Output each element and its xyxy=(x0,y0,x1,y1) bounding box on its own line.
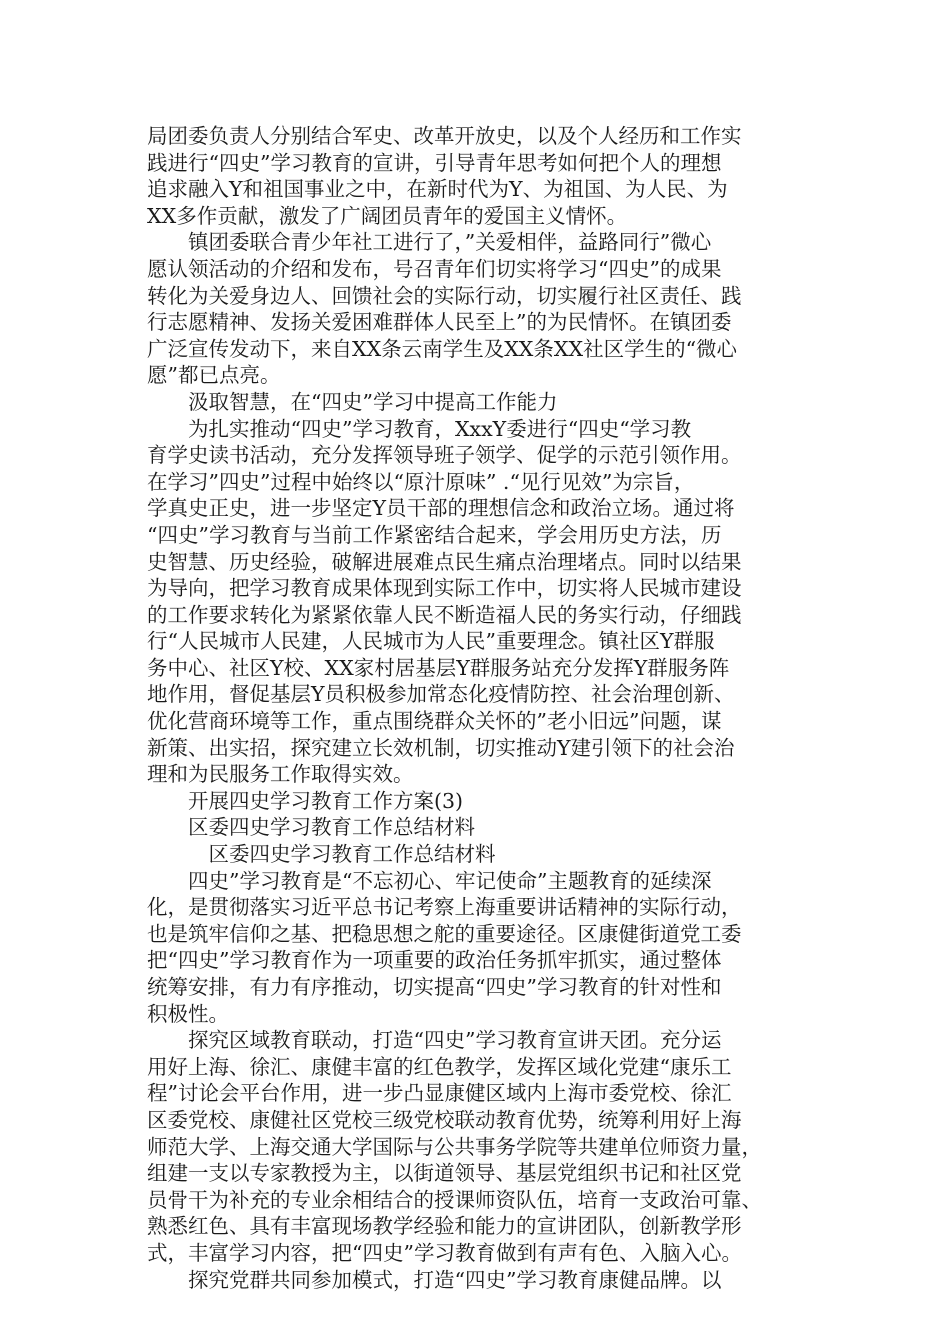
body-text xyxy=(147,123,807,1293)
text-line: 程”讨论会平台作用，进一步凸显康健区域内上海市委党校、徐汇 xyxy=(147,1081,732,1106)
text-line: 广泛宣传发动下，来自XX条云南学生及XX条XX社区学生的“微心 xyxy=(147,336,738,361)
text-line: 追求融入Y和祖国事业之中，在新时代为Y、为祖国、为人民、为 xyxy=(147,177,728,202)
text-line: 在学习”四史”过程中始终以“原汁原味” .“见行见效”为宗旨， xyxy=(147,469,695,494)
text-line: 区委党校、康健社区党校三级党校联动教育优势，统筹利用好上海 xyxy=(147,1107,742,1132)
text-line: 愿认领活动的介绍和发布，号召青年们切实将学习“四史”的成果 xyxy=(147,256,722,281)
text-line: 式，丰富学习内容，把“四史”学习教育做到有声有色、入脑入心。 xyxy=(147,1240,742,1265)
document-title: 区委四史学习教育工作总结材料 xyxy=(147,842,496,867)
text-line: 新策、出实招，探究建立长效机制，切实推动Y建引领下的社会治 xyxy=(147,735,735,760)
text-line: 的工作要求转化为紧紧依靠人民不断造福人民的务实行动，仔细践 xyxy=(147,602,742,627)
text-line: 优化营商环境等工作，重点围绕群众关怀的”老小旧远”问题，谋 xyxy=(147,709,722,734)
text-line: 探究区域教育联动，打造“四史”学习教育宣讲天团。充分运 xyxy=(147,1028,722,1053)
text-line: 积极性。 xyxy=(147,1001,229,1026)
text-line: 师范大学、上海交通大学国际与公共事务学院等共建单位师资力量， xyxy=(147,1134,762,1159)
text-line: 化，是贯彻落实习近平总书记考察上海重要讲话精神的实际行动， xyxy=(147,895,742,920)
text-line: 行志愿精神、发扬关爱困难群体人民至上”的为民情怀。在镇团委 xyxy=(147,310,732,335)
text-line: 局团委负责人分别结合军史、改革开放史，以及个人经历和工作实 xyxy=(147,124,742,148)
text-line: 史智慧、历史经验，破解进展难点民生痛点治理堵点。同时以结果 xyxy=(147,549,742,574)
text-line: 员骨干为补充的专业余相结合的授课师资队伍，培育一支政治可靠、 xyxy=(147,1187,762,1212)
text-line: 也是筑牢信仰之基、把稳思想之舵的重要途径。区康健街道党工委 xyxy=(147,921,742,946)
section-heading: 区委四史学习教育工作总结材料 xyxy=(147,815,475,840)
text-line: XX多作贡献，激发了广阔团员青年的爱国主义情怀。 xyxy=(147,203,628,228)
section-heading: 开展四史学习教育工作方案(3) xyxy=(147,788,464,813)
text-line: 把“四史”学习教育作为一项重要的政治任务抓牢抓实，通过整体 xyxy=(147,948,722,973)
section-heading: 汲取智慧，在“四史”学习中提高工作能力 xyxy=(147,389,558,414)
text-line: 理和为民服务工作取得实效。 xyxy=(147,762,414,787)
text-line: 统筹安排，有力有序推动，切实提高“四史”学习教育的针对性和 xyxy=(147,975,722,999)
text-line: 四史”学习教育是“不忘初心、牢记使命”主题教育的延续深 xyxy=(147,868,712,893)
text-line: 镇团委联合青少年社工进行了，”关爱相伴，益路同行”微心 xyxy=(147,230,712,255)
text-line: 组建一支以专家教授为主，以街道领导、基层党组织书记和社区党 xyxy=(147,1161,742,1186)
text-line: 为扎实推动“四史”学习教育，XxxY委进行“四史“学习教 xyxy=(147,416,692,441)
text-line: “四史”学习教育与当前工作紧密结合起来，学会用历史方法，历 xyxy=(147,522,722,547)
text-line: 学真史正史，进一步坚定Y员干部的理想信念和政治立场。通过将 xyxy=(147,496,735,521)
text-line: 用好上海、徐汇、康健丰富的红色教学，发挥区域化党建“康乐工 xyxy=(147,1054,732,1079)
text-line: 地作用，督促基层Y员积极参加常态化疫情防控、社会治理创新、 xyxy=(147,682,735,707)
text-line: 务中心、社区Y校、XX家村居基层Y群服务站充分发挥Y群服务阵 xyxy=(147,655,730,680)
text-line: 熟悉红色、具有丰富现场教学经验和能力的宣讲团队，创新教学形 xyxy=(147,1214,742,1239)
text-line: 为导向，把学习教育成果体现到实际工作中，切实将人民城市建设 xyxy=(147,576,742,601)
text-line: 育学史读书活动，充分发挥领导班子领学、促学的示范引领作用。 xyxy=(147,443,742,468)
text-line: 探究党群共同参加模式，打造“四史”学习教育康健品牌。以 xyxy=(147,1267,722,1292)
text-line: 愿”都已点亮。 xyxy=(147,363,281,388)
text-line: 行“人民城市人民建，人民城市为人民”重要理念。镇社区Y群服 xyxy=(147,629,715,654)
text-line: 转化为关爱身边人、回馈社会的实际行动，切实履行社区责任、践 xyxy=(147,283,742,308)
text-line: 践进行“四史”学习教育的宣讲，引导青年思考如何把个人的理想 xyxy=(147,150,722,175)
